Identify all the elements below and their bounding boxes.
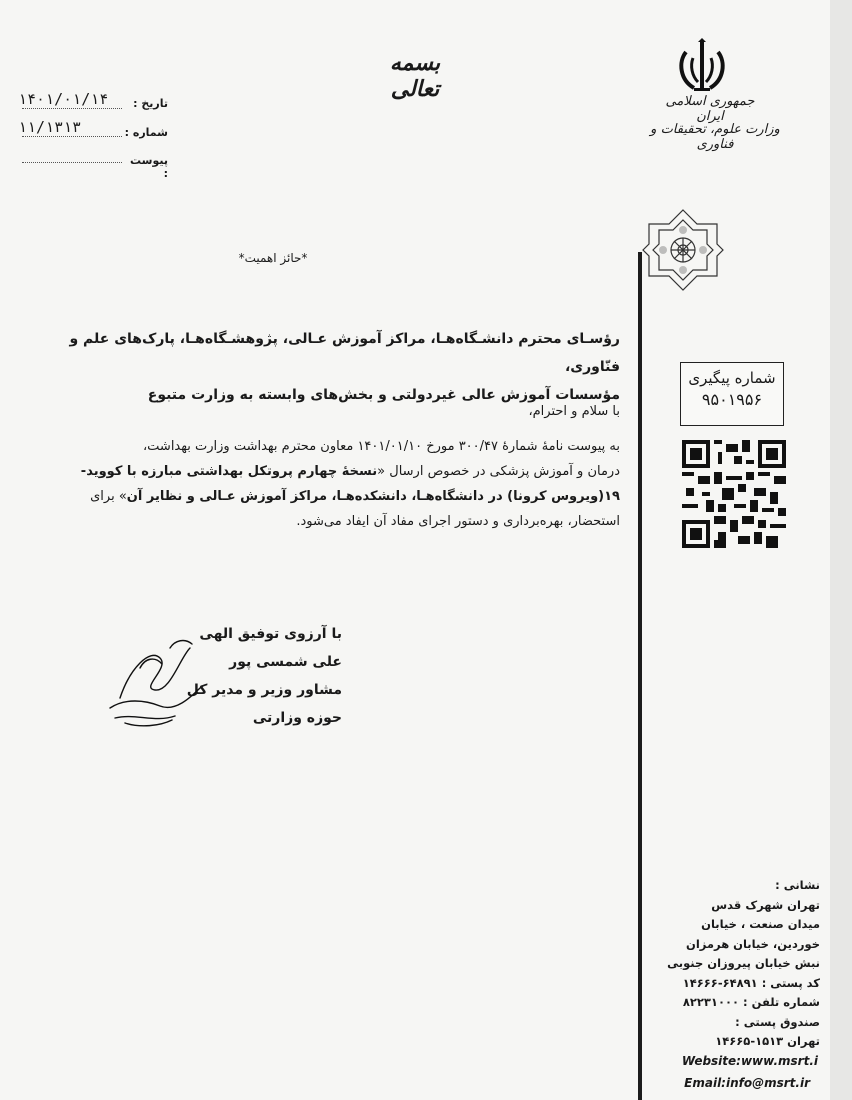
address-line: نشانی : xyxy=(775,878,820,892)
addressee-line: مؤسسات آموزش عالی غیردولتی و بخش‌های وابسته به وزارت متبوع xyxy=(147,387,620,403)
number-label: شماره : xyxy=(124,126,168,139)
greeting: با سلام و احترام، xyxy=(528,404,620,419)
date-label: تاریخ : xyxy=(133,97,168,110)
ministry-name: وزارت علوم، تحقیقات و فناوری xyxy=(650,122,780,152)
signer-name: علی شمسی پور xyxy=(229,654,342,670)
address-line: نبش خیابان پیروزان جنوبی xyxy=(667,956,820,970)
date-underline xyxy=(22,108,122,109)
handwritten-signature xyxy=(100,628,210,730)
address-line: تهران شهرک قدس xyxy=(711,897,820,912)
signer-title: مشاور وزیر و مدیر کل حوزه وزارتی xyxy=(186,682,342,726)
closing-line: با آرزوی توفیق الهی xyxy=(199,626,342,642)
attachment-label: پیوست : xyxy=(130,154,168,180)
addressee xyxy=(40,325,620,409)
importance-note: *حائز اهمیت* xyxy=(238,251,308,265)
country-name: جمهوری اسلامی ایران xyxy=(665,94,755,124)
address-line: خوردین، خیابان هرمزان xyxy=(686,936,820,951)
bismillah-heading: بسمه تعالی xyxy=(389,50,441,102)
address-line: تهران ۱۵۱۳-۱۴۶۶۵ xyxy=(715,1034,820,1048)
attachment-underline xyxy=(22,162,122,163)
address-line: صندوق پستی : xyxy=(735,1014,820,1029)
tracking-number: ۹۵۰۱۹۵۶ xyxy=(701,390,763,409)
number-underline xyxy=(22,136,122,137)
address-line: شماره تلفن : ۸۲۲۳۱۰۰۰ xyxy=(682,995,820,1009)
protocol-title: ۱۹(ویروس کرونا) در دانشگاه‌هـا، دانشکده‌هـا، مراکز آموزش عـالی و نظایر آن xyxy=(126,489,620,504)
body-text: درمان و آموزش پزشکی در خصوص ارسال « xyxy=(377,464,620,479)
body-line xyxy=(40,459,620,484)
address-line: کد پستی : ۶۴۸۹۱-۱۴۶۶۶ xyxy=(682,975,820,990)
tracking-box xyxy=(680,362,784,426)
email-link[interactable]: Email:info@msrt.ir xyxy=(684,1076,810,1090)
page-edge xyxy=(830,0,852,1100)
qr-code-icon xyxy=(682,440,786,548)
letter-body xyxy=(40,434,620,534)
margin-rule xyxy=(638,252,642,1100)
body-line: به پیوست نامهٔ شمارهٔ ۳۰۰/۴۷ مورخ ۱۴۰۱/۰۱/۱۰ معاون محترم بهداشت وزارت بهداشت، xyxy=(142,439,620,454)
number-value: ۱۱/۱۳۱۳ xyxy=(18,118,82,136)
address-block xyxy=(660,876,820,1052)
iran-emblem-icon xyxy=(676,38,728,94)
protocol-title: نسخهٔ چهارم پروتکل بهداشتی مبارزه با کووید- xyxy=(80,464,378,479)
body-text: » برای xyxy=(90,489,127,504)
tracking-label: شماره پیگیری xyxy=(688,369,776,387)
addressee-line: رؤسـای محترم دانشـگاه‌هـا، مراکز آموزش عـالی، پژوهشـگاه‌هـا، پارک‌های علم و فنّاوری، xyxy=(69,331,620,375)
address-line: میدان صنعت ، خیابان xyxy=(701,917,820,931)
website-link[interactable]: Website:www.msrt.i xyxy=(681,1054,818,1068)
body-line xyxy=(40,484,620,509)
body-line: استحضار، بهره‌برداری و دستور اجرای مفاد آن ایفاد می‌شود. xyxy=(296,514,620,529)
date-value: ۱۴۰۱/۰۱/۱۴ xyxy=(18,90,109,108)
ornament-icon xyxy=(641,208,725,292)
